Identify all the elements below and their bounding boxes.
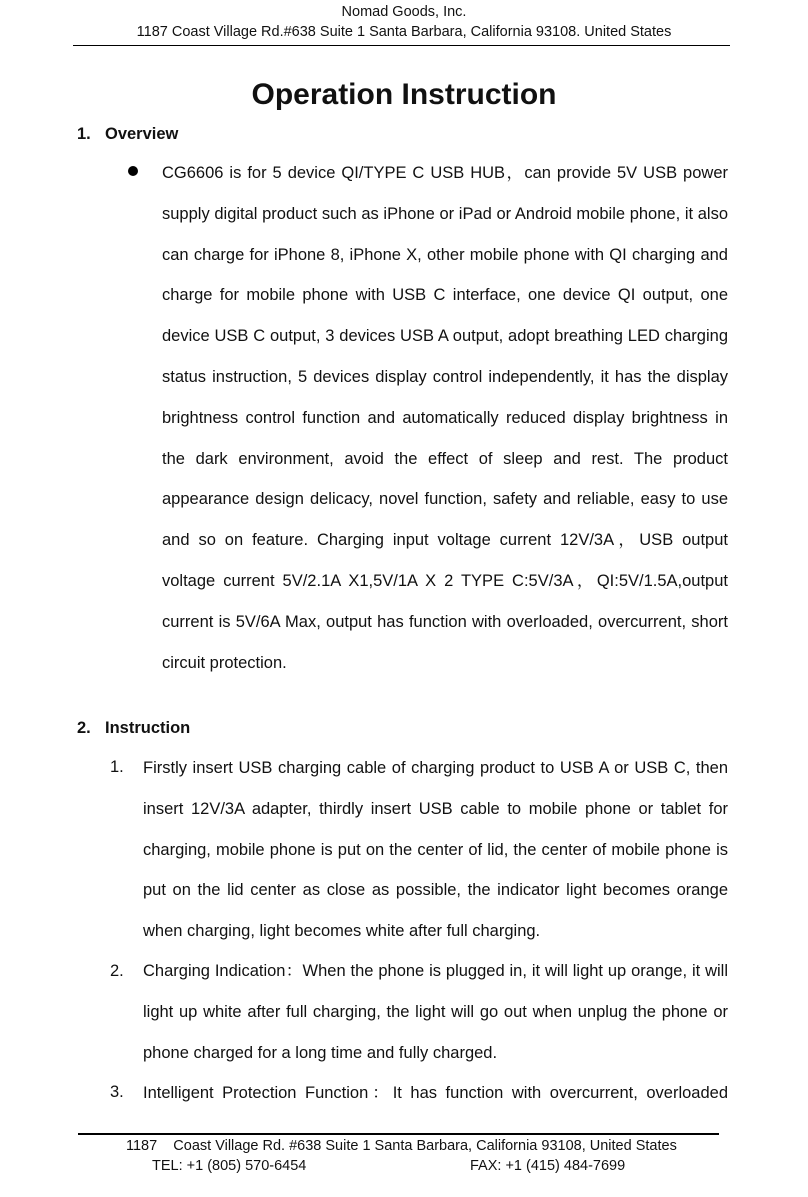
footer-divider bbox=[78, 1133, 719, 1135]
page-title: Operation Instruction bbox=[251, 78, 557, 111]
section-heading-overview bbox=[77, 125, 178, 144]
step-text: Intelligent Protection Function：It has function with overcurrent, overloaded bbox=[143, 1084, 728, 1102]
header-divider bbox=[73, 45, 730, 46]
footer-address: 1187 Coast Village Rd. #638 Suite 1 Santa Barbara, California 93108, United States bbox=[126, 1138, 677, 1154]
footer-telephone: TEL: +1 (805) 570-6454 bbox=[152, 1158, 307, 1174]
step-text: Firstly insert USB charging cable of charging product to USB A or USB C, then insert 12V/3A adapter, thirdly insert USB cable to mobile phone or tablet for charging, mobile phone is put on the center of lid, the center of mobile phone is put on the lid center as close as possible, the indicator light becomes orange when charging, light becomes white after full charging. bbox=[143, 759, 728, 941]
step-number: 1. bbox=[110, 758, 124, 776]
section-number: 2. bbox=[77, 719, 91, 737]
header-address: 1187 Coast Village Rd.#638 Suite 1 Santa Barbara, California 93108. United States bbox=[136, 24, 672, 40]
footer-fax: FAX: +1 (415) 484-7699 bbox=[470, 1158, 626, 1174]
step-number: 2. bbox=[110, 962, 124, 980]
step-text: Charging Indication：When the phone is plugged in, it will light up orange, it will light up white after full charging, the light will go out when unplug the phone or phone charged for a long time and fully charged. bbox=[143, 962, 728, 1062]
section-number: 1. bbox=[77, 125, 91, 143]
section-heading-text: Instruction bbox=[105, 719, 191, 737]
bullet-icon bbox=[128, 166, 138, 176]
section-heading-text: Overview bbox=[105, 125, 179, 143]
overview-paragraph: CG6606 is for 5 device QI/TYPE C USB HUB，can provide 5V USB power supply digital product such as iPhone or iPad or Android mobile phone, it also can charge for iPhone 8, iPhone X, other mobile phone with QI charging and charge for mobile phone with USB C interface, one device QI output, one device USB C output, 3 devices USB A output, adopt breathing LED charging status instruction, 5 devices display control independently, it has the display brightness control function and automatically reduced display brightness in the dark environment, avoid the effect of sleep and rest. The product appearance design delicacy, novel function, safety and reliable, easy to use and so on feature. Charging input voltage current 12V/3A，USB output voltage current 5V/2.1A X1,5V/1A X 2 TYPE C:5V/3A，QI:5V/1.5A,output current is 5V/6A Max, output has function with overloaded, overcurrent, short circuit protection. bbox=[162, 164, 728, 672]
section-heading-instruction bbox=[77, 719, 190, 738]
header-company-name: Nomad Goods, Inc. bbox=[341, 4, 467, 20]
step-number: 3. bbox=[110, 1083, 124, 1101]
